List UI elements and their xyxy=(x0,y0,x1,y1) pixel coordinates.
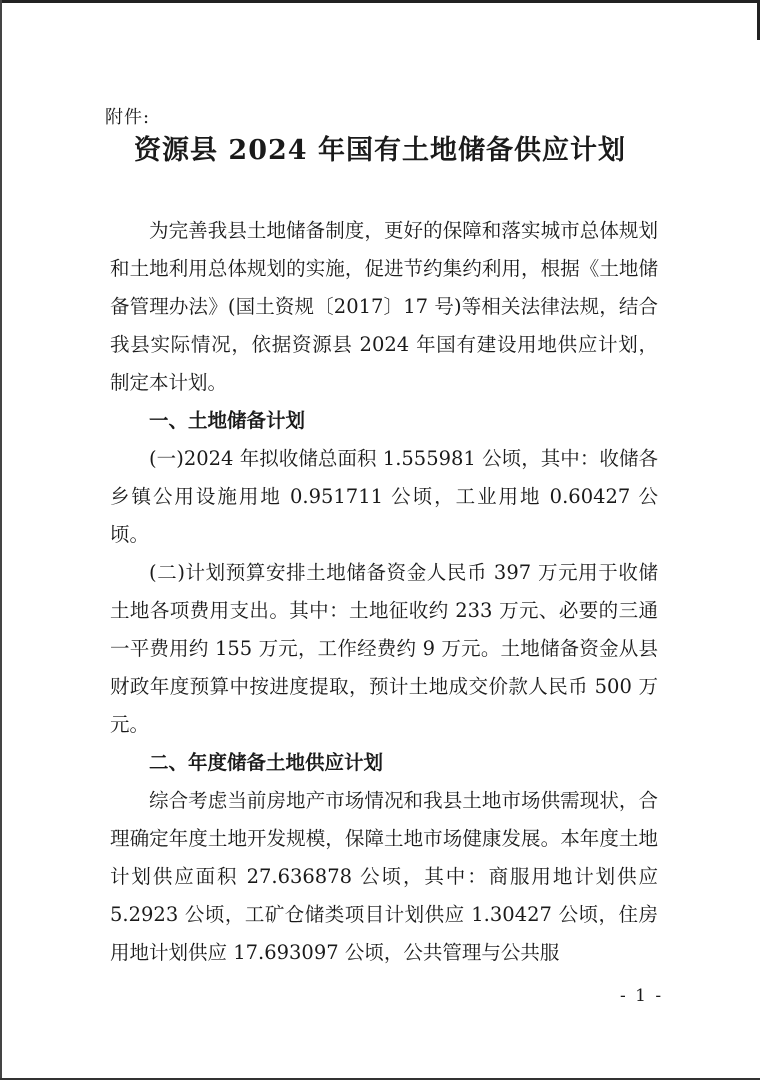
intro-paragraph: 为完善我县土地储备制度，更好的保障和落实城市总体规划和土地利用总体规划的实施，促进节约集约利用，根据《土地储备管理办法》(国土资规〔2017〕17 号)等相关法律法规，结合我县实际情况，依据资源县 2024 年国有建设用地供应计划，制定本计划。 xyxy=(110,219,658,394)
section2-paragraph-1: 综合考虑当前房地产市场情况和我县土地市场供需现状，合理确定年度土地开发规模，保障土地市场健康发展。本年度土地计划供应面积 27.636878 公顷，其中：商服用地计划供应 5.2923 公顷，工矿仓储类项目计划供应 1.30427 公顷，住房用地计划供应 17.693097 公顷，公共管理与公共服 xyxy=(110,789,658,964)
document-title: 资源县 2024 年国有土地储备供应计划 xyxy=(134,135,626,166)
page-number: - 1 - xyxy=(620,986,664,1006)
section1-paragraph-2: (二)计划预算安排土地储备资金人民币 397 万元用于收储土地各项费用支出。其中：土地征收约 233 万元、必要的三通一平费用约 155 万元，工作经费约 9 万元。土地储备资金从县财政年度预算中按进度提取，预计土地成交价款人民币 500 万元。 xyxy=(110,561,658,736)
scan-edge-top xyxy=(0,0,760,3)
document-body xyxy=(110,212,658,972)
section1-paragraph-1: (一)2024 年拟收储总面积 1.555981 公顷，其中：收储各乡镇公用设施用地 0.951711 公顷，工业用地 0.60427 公顷。 xyxy=(110,447,658,546)
section1-heading: 一、土地储备计划 xyxy=(149,409,306,432)
section2-heading: 二、年度储备土地供应计划 xyxy=(149,751,384,774)
annex-label: 附件: xyxy=(105,107,151,128)
